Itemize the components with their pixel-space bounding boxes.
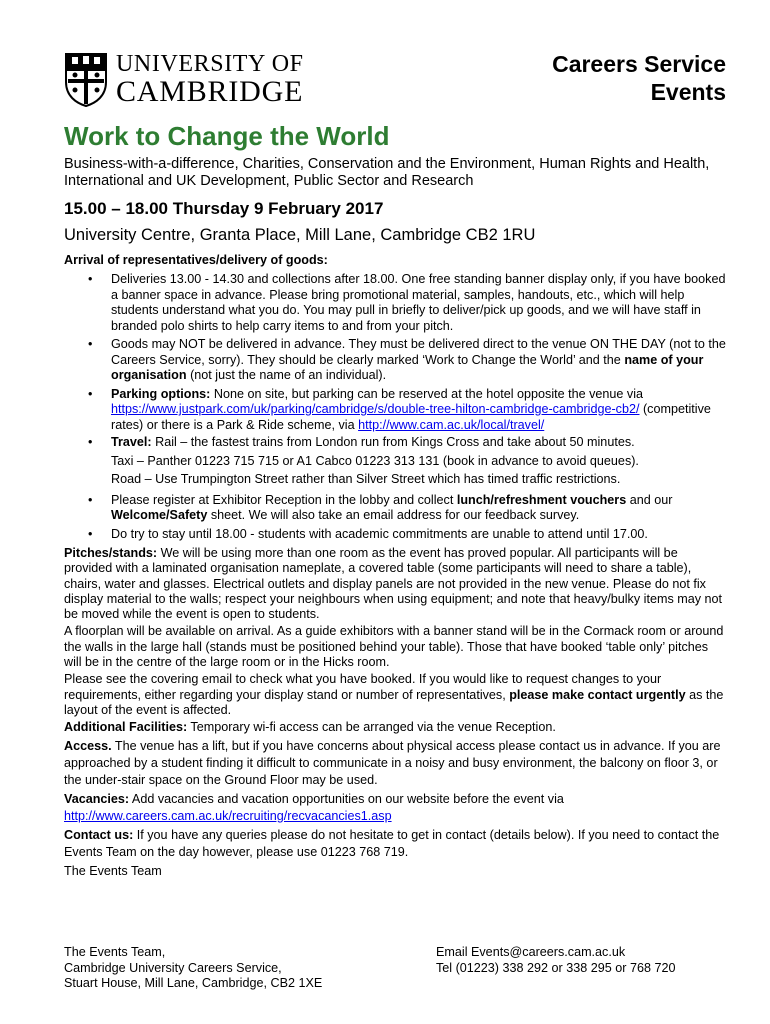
bullet-icon: • bbox=[88, 386, 93, 401]
arrival-list bbox=[64, 272, 726, 542]
facilities-label: Additional Facilities: bbox=[64, 720, 188, 735]
footer-left-line-2: Cambridge University Careers Service, bbox=[64, 960, 282, 975]
access-text: The venue has a lift, but if you have concerns about physical access please contact us in advance. If you are approached by a student finding it difficult to communicate in a noisy and busy environment, the balcony on floor 3, or the under-stair space on the Ground Floor may be used. bbox=[64, 738, 721, 787]
footer-email: Email Events@careers.cam.ac.uk bbox=[436, 945, 626, 959]
register-text-2: and our bbox=[626, 492, 673, 507]
list-item-parking bbox=[64, 387, 726, 434]
covering-paragraph bbox=[64, 672, 726, 718]
vacancies-paragraph bbox=[64, 791, 726, 825]
main-content bbox=[64, 120, 726, 880]
travel-link[interactable]: http://www.cam.ac.uk/local/travel/ bbox=[358, 417, 545, 432]
arrival-heading: Arrival of representatives/delivery of goods: bbox=[64, 253, 328, 267]
register-text-3: sheet. We will also take an email address for our feedback survey. bbox=[207, 508, 580, 522]
footer-address bbox=[64, 945, 322, 992]
covering-text-2: as the layout of the event is affected. bbox=[64, 687, 724, 717]
goods-text-1: Goods may NOT be delivered in advance. They must be delivered direct to the venue ON THE DAY (not to the Careers Service, sorry). They should be clearly marked ‘Work to Change the World’ and the bbox=[111, 337, 726, 367]
footer-left-line-1: The Events Team, bbox=[64, 945, 166, 959]
goods-text-bold: name of your organisation bbox=[111, 352, 704, 382]
access-label: Access. bbox=[64, 738, 112, 753]
travel-road-text: Road – Use Trumpington Street rather than Silver Street which has timed traffic restrictions. bbox=[111, 472, 621, 486]
travel-rail-text: Rail – the fastest trains from London run from Kings Cross and take about 50 minutes. bbox=[151, 435, 635, 449]
access-paragraph bbox=[64, 738, 726, 789]
service-line-1: Careers Service bbox=[552, 51, 726, 77]
facilities-paragraph bbox=[64, 720, 726, 735]
vacancies-label: Vacancies: bbox=[64, 791, 130, 806]
logo-line-cambridge: CAMBRIDGE bbox=[116, 74, 304, 108]
event-title: Work to Change the World bbox=[64, 121, 390, 151]
register-bold-1: lunch/refreshment vouchers bbox=[456, 492, 627, 507]
university-logo bbox=[64, 48, 364, 110]
event-datetime: 15.00 – 18.00 Thursday 9 February 2017 bbox=[64, 199, 384, 218]
list-item-deliveries bbox=[64, 272, 726, 334]
bullet-icon: • bbox=[88, 492, 93, 507]
register-bold-2: Welcome/Safety bbox=[111, 508, 208, 522]
footer-phone: Tel (01223) 338 292 or 338 295 or 768 720 bbox=[436, 960, 676, 975]
event-venue: University Centre, Granta Place, Mill Lane, Cambridge CB2 1RU bbox=[64, 226, 536, 244]
floorplan-paragraph: A floorplan will be available on arrival. As a guide exhibitors with a banner stand will be in the Cormack room or around the walls in the large hall (stands must be positioned behind your table). Those that have booked ‘table only’ pitches will be in the centre of the large room or in the Hicks room. bbox=[64, 624, 724, 670]
travel-taxi-text: Taxi – Panther 01223 715 715 or A1 Cabco 01223 313 131 (book in advance to avoid queues). bbox=[111, 453, 639, 468]
bullet-icon: • bbox=[88, 526, 93, 541]
travel-label: Travel: bbox=[111, 435, 152, 449]
deliveries-text: Deliveries 13.00 - 14.30 and collections after 18.00. One free standing banner display only, if you have booked a banner space in advance. Please bring promotional material, samples, handouts, etc., which will help students understand what you do. You may pull in briefly to deliver/pick up goods, and we will have staff in branded polo shirts to help carry items to and from your pitch. bbox=[111, 272, 726, 333]
footer-left-line-3: Stuart House, Mill Lane, Cambridge, CB2 1XE bbox=[64, 976, 323, 991]
logo-line-university: UNIVERSITY OF bbox=[116, 50, 304, 77]
parking-label: Parking options: bbox=[111, 386, 211, 401]
bullet-icon: • bbox=[88, 337, 93, 351]
bullet-icon: • bbox=[88, 272, 93, 286]
list-item-goods bbox=[64, 337, 726, 384]
vacancies-link[interactable]: http://www.careers.cam.ac.uk/recruiting/recvacancies1.asp bbox=[64, 808, 392, 823]
justpark-link[interactable]: https://www.justpark.com/uk/parking/cambridge/s/double-tree-hilton-cambridge-cambridge-cb2/ bbox=[111, 402, 640, 416]
list-item-stay bbox=[64, 527, 726, 543]
event-subtitle: Business-with-a-difference, Charities, Conservation and the Environment, Human Rights and Health, International and UK Development, Public Sector and Research bbox=[64, 156, 710, 189]
covering-text-1: Please see the covering email to check what you have booked. If you would like to request changes to your requirements, either regarding your display stand or number of representatives, bbox=[64, 672, 662, 702]
covering-bold: please make contact urgently bbox=[509, 687, 686, 702]
register-text-1: Please register at Exhibitor Reception in the lobby and collect bbox=[111, 492, 457, 507]
bullet-icon: • bbox=[88, 435, 93, 449]
goods-text-2: (not just the name of an individual). bbox=[186, 368, 387, 382]
contact-paragraph bbox=[64, 827, 726, 861]
vacancies-text: Add vacancies and vacation opportunities on our website before the event via bbox=[129, 791, 564, 806]
list-item-travel bbox=[64, 435, 726, 488]
stay-text: Do try to stay until 18.00 - students with academic commitments are unable to attend until 17.00. bbox=[111, 526, 648, 541]
pitches-label: Pitches/stands: bbox=[64, 546, 158, 560]
parking-text-1: None on site, but parking can be reserved at the hotel opposite the venue via bbox=[210, 386, 644, 401]
pitches-paragraph bbox=[64, 546, 726, 622]
parking-text-2: (competitive rates) or there is a Park & Ride scheme, via bbox=[111, 402, 711, 432]
footer-contact bbox=[436, 945, 675, 976]
service-heading bbox=[552, 50, 726, 106]
facilities-text: Temporary wi-fi access can be arranged via the venue Reception. bbox=[187, 720, 556, 735]
service-line-2: Events bbox=[650, 79, 726, 105]
list-item-register bbox=[64, 493, 726, 524]
university-crest-icon bbox=[64, 52, 108, 107]
header bbox=[64, 48, 726, 110]
pitches-text: We will be using more than one room as the event has proved popular. All participants will be provided with a laminated organisation nameplate, a covered table (some participants will need to share a table), chairs, water and glasses. Electrical outlets and display panels are not provided in the new venue. Please do not fix display material to the walls; respect your neighbours when using equipment; and note that heavy/bulky items may not be moved while the event is open to students. bbox=[64, 546, 723, 622]
signoff: The Events Team bbox=[64, 863, 162, 878]
contact-label: Contact us: bbox=[64, 827, 134, 842]
contact-text: If you have any queries please do not hesitate to get in contact (details below). If you need to contact the Events Team on the day however, please use 01223 768 719. bbox=[64, 827, 720, 859]
